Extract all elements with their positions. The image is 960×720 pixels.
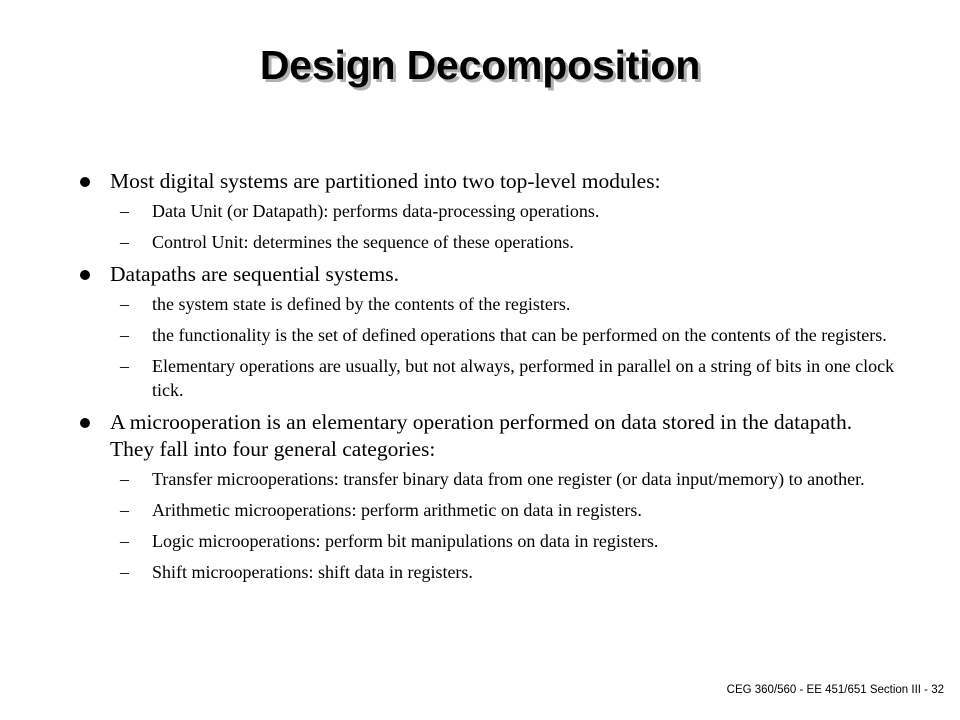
slide-footer: CEG 360/560 - EE 451/651 Section III - 32 xyxy=(726,684,944,696)
bullet-dot-icon xyxy=(80,418,90,428)
sub-bullet-text: Logic microoperations: perform bit manipulations on data in registers. xyxy=(152,531,659,551)
sub-bullet-text: the system state is defined by the contents of the registers. xyxy=(152,294,571,314)
sub-bullet-text: Control Unit: determines the sequence of these operations. xyxy=(152,232,574,252)
dash-icon: – xyxy=(120,531,129,551)
dash-icon: – xyxy=(120,500,129,520)
bullet-text: A microoperation is an elementary operation performed on data stored in the datapath. They fall into four general categories: xyxy=(110,410,853,461)
sub-bullet-text: Elementary operations are usually, but not always, performed in parallel on a string of bits in one clock tick. xyxy=(152,356,895,400)
sub-bullet-item xyxy=(76,529,896,553)
dash-icon: – xyxy=(120,201,129,221)
dash-icon: – xyxy=(120,356,129,376)
bullet-item xyxy=(76,261,896,288)
slide-title: Design Decomposition xyxy=(259,42,701,88)
dash-icon: – xyxy=(120,562,129,582)
sub-bullet-text: Transfer microoperations: transfer binary data from one register (or data input/memory) to another. xyxy=(152,469,865,489)
bullet-text: Most digital systems are partitioned into two top-level modules: xyxy=(110,169,661,193)
sub-bullet-text: the functionality is the set of defined operations that can be performed on the contents of the registers. xyxy=(152,325,887,345)
dash-icon: – xyxy=(120,294,129,314)
bullet-item xyxy=(76,168,896,195)
sub-bullet-text: Data Unit (or Datapath): performs data-processing operations. xyxy=(152,201,600,221)
sub-bullet-item xyxy=(76,292,896,316)
sub-bullet-item xyxy=(76,498,896,522)
slide-content xyxy=(76,168,896,591)
sub-bullet-item xyxy=(76,323,896,347)
bullet-item xyxy=(76,409,896,463)
sub-bullet-text: Shift microoperations: shift data in registers. xyxy=(152,562,473,582)
sub-bullet-item xyxy=(76,467,896,491)
sub-bullet-item xyxy=(76,230,896,254)
bullet-text: Datapaths are sequential systems. xyxy=(110,262,399,286)
bullet-dot-icon xyxy=(80,177,90,187)
sub-bullet-item xyxy=(76,354,896,402)
bullet-dot-icon xyxy=(80,270,90,280)
sub-bullet-item xyxy=(76,560,896,584)
dash-icon: – xyxy=(120,232,129,252)
dash-icon: – xyxy=(120,469,129,489)
sub-bullet-item xyxy=(76,199,896,223)
sub-bullet-text: Arithmetic microoperations: perform arithmetic on data in registers. xyxy=(152,500,642,520)
dash-icon: – xyxy=(120,325,129,345)
